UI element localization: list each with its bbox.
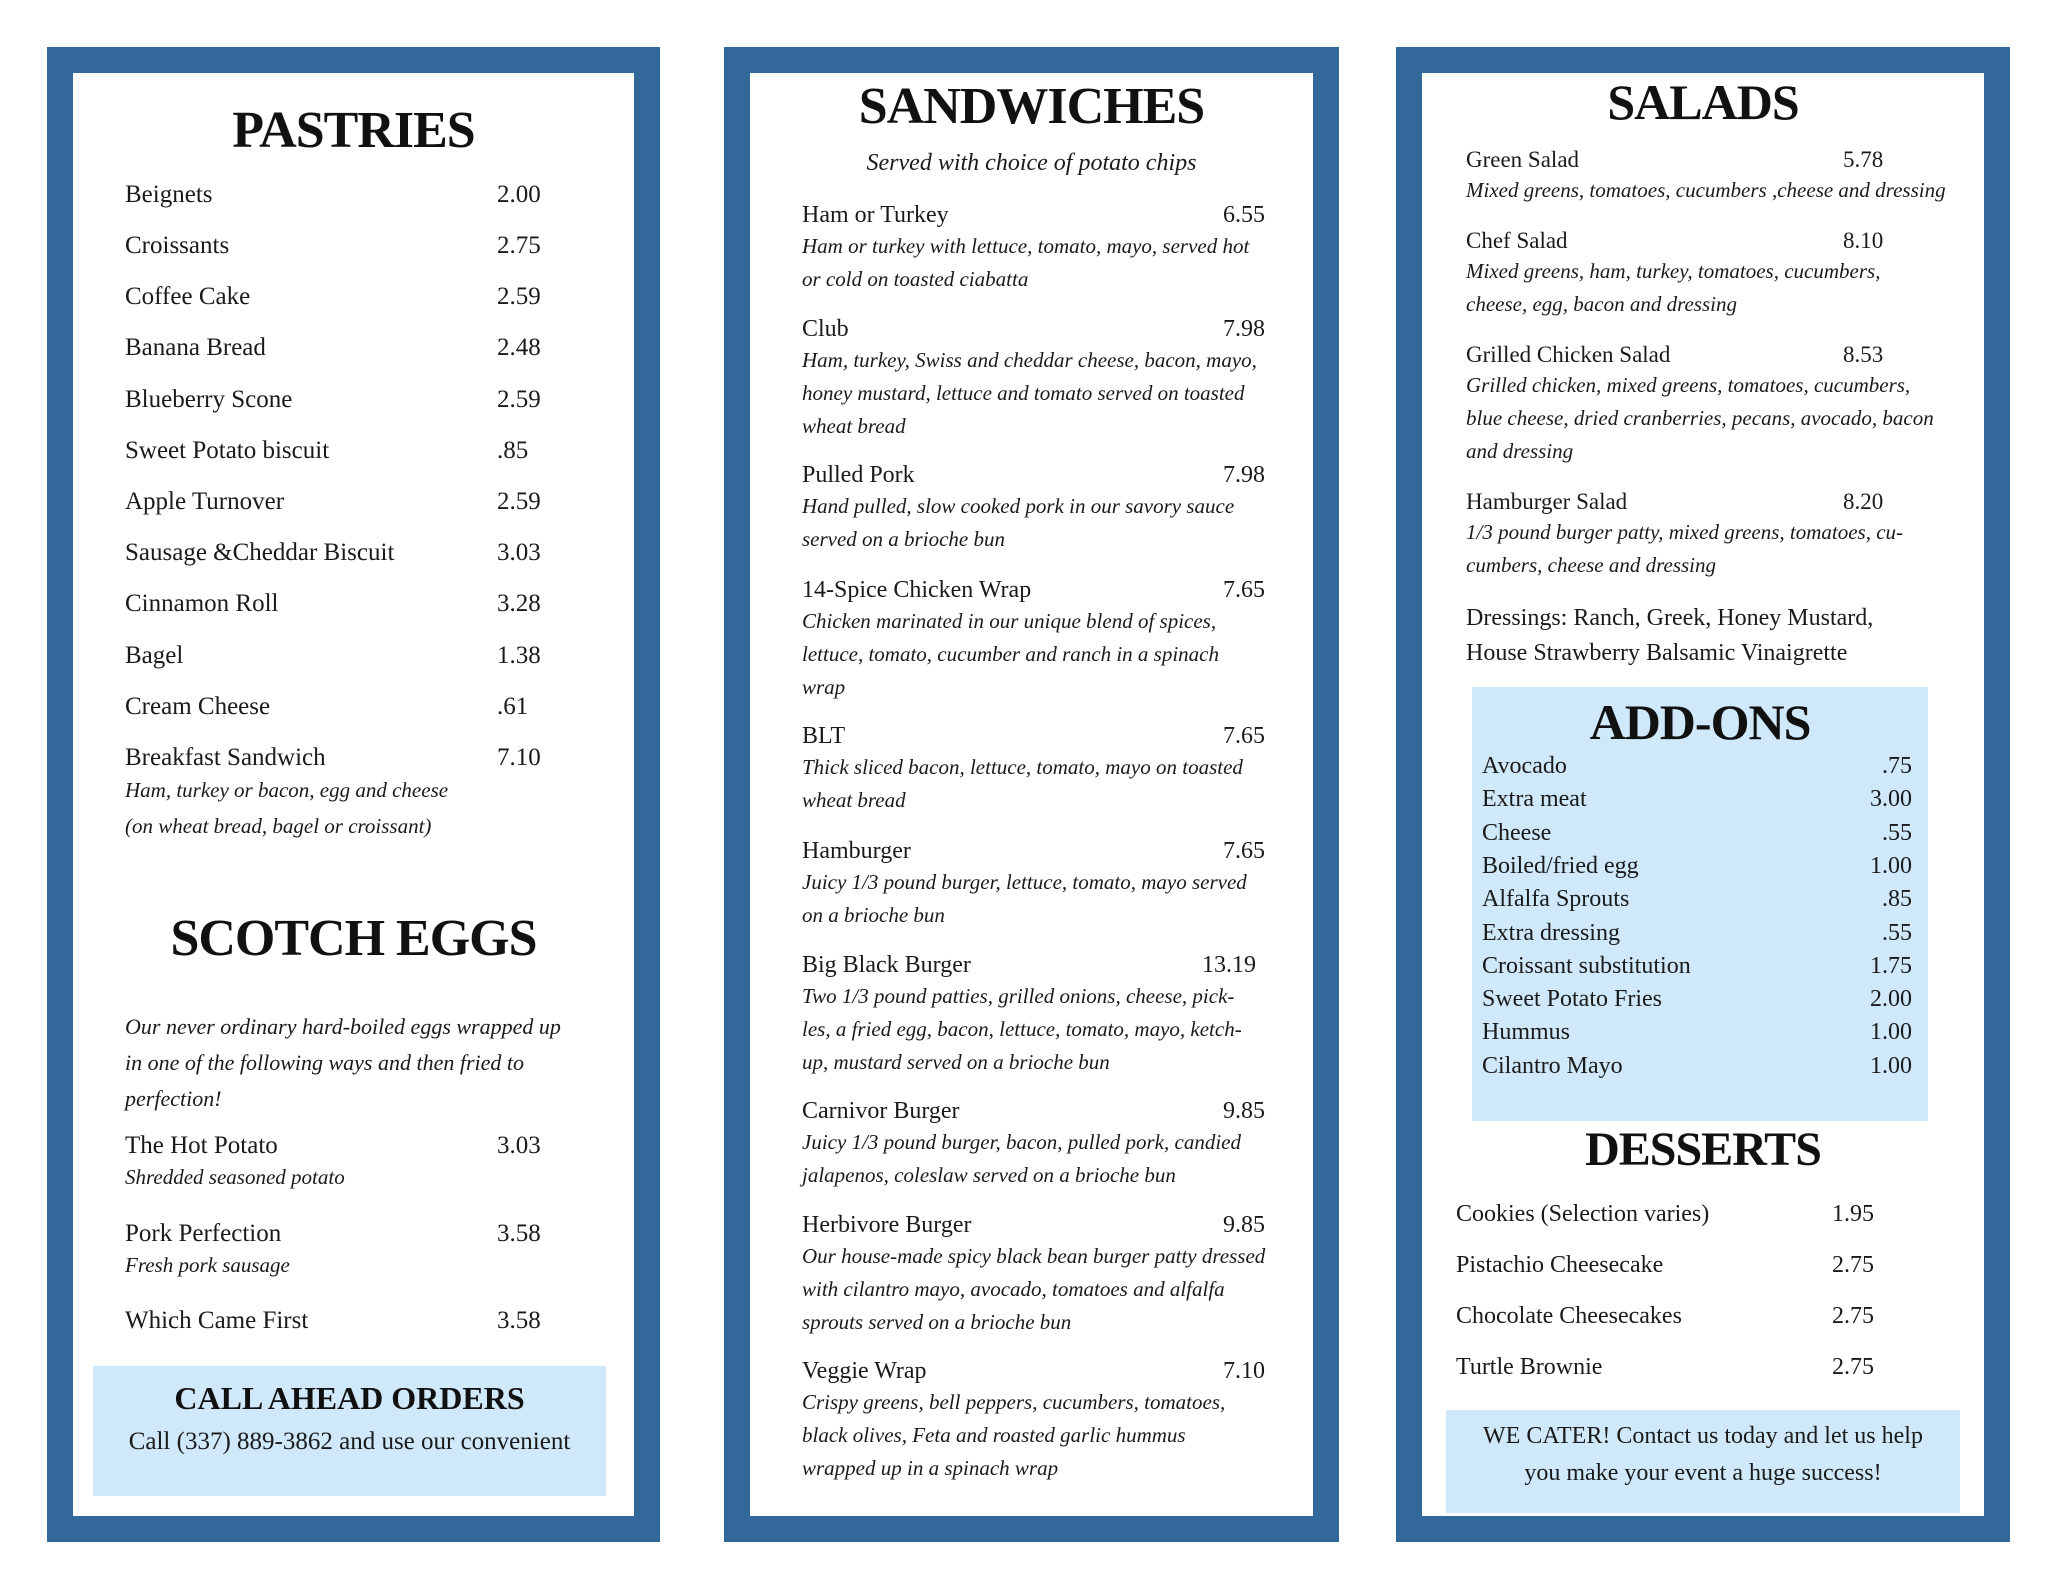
sandwich-item-desc bbox=[802, 490, 1234, 556]
call-ahead-text: Call (337) 889-3862 and use our convenient bbox=[128, 1428, 571, 1455]
dressings-text-line: House Strawberry Balsamic Vinaigrette bbox=[1466, 640, 1848, 666]
sandwich-item-price: 7.65 bbox=[1223, 723, 1265, 749]
addon-item-name: Cheese bbox=[1482, 819, 1552, 846]
salad-item-desc-line: cheese, egg, bacon and dressing bbox=[1466, 292, 1737, 316]
pastry-item-banana-bread bbox=[125, 334, 577, 367]
sandwich-item-desc-line: or cold on toasted ciabatta bbox=[802, 267, 1029, 291]
scotch-eggs-intro-text-line: in one of the following ways and then fried to bbox=[125, 1050, 525, 1075]
addon-item-name: Extra meat bbox=[1482, 786, 1587, 813]
sandwich-item-desc-line: Juicy 1/3 pound burger, bacon, pulled pork, candied bbox=[802, 1130, 1241, 1154]
call-ahead-title: CALL AHEAD ORDERS bbox=[174, 1380, 525, 1416]
salads-heading: SALADS bbox=[1607, 74, 1799, 130]
addon-item-price: 3.00 bbox=[1870, 786, 1912, 813]
sandwich-item-desc-line: on a brioche bun bbox=[802, 903, 945, 927]
pastry-item-price: .61 bbox=[497, 693, 529, 720]
addon-item-extra-dressing bbox=[1482, 920, 1912, 950]
sandwich-item-desc-line: Juicy 1/3 pound burger, lettuce, tomato, mayo served bbox=[802, 870, 1247, 894]
salad-item-name: Chef Salad bbox=[1466, 228, 1568, 253]
salad-item-desc bbox=[1466, 369, 1934, 468]
addon-item-croissant-substitution bbox=[1482, 953, 1912, 983]
sandwich-item-price: 13.19 bbox=[1202, 952, 1256, 978]
pastry-item-sausage-cheddar-biscuit bbox=[125, 539, 577, 572]
addon-item-price: .55 bbox=[1882, 919, 1912, 946]
salad-item-desc-line: cumbers, cheese and dressing bbox=[1466, 553, 1717, 577]
dessert-item-pistachio-cheesecake bbox=[1456, 1252, 1912, 1284]
addon-item-name: Boiled/fried egg bbox=[1482, 852, 1639, 879]
salad-item-desc-line: 1/3 pound burger patty, mixed greens, tomatoes, cu- bbox=[1466, 520, 1904, 544]
sandwich-item-name: Pulled Pork bbox=[802, 462, 915, 488]
sandwich-item-desc-line: wheat bread bbox=[802, 788, 906, 812]
addon-item-price: 2.00 bbox=[1870, 986, 1912, 1013]
dressings-text bbox=[1466, 601, 1873, 671]
salad-item-name: Green Salad bbox=[1466, 147, 1580, 172]
pastry-item-blueberry-scone bbox=[125, 386, 577, 419]
salad-item-desc-line: blue cheese, dried cranberries, pecans, avocado, bacon bbox=[1466, 406, 1934, 430]
pastry-item-name: Coffee Cake bbox=[125, 283, 251, 310]
pastry-item-desc-line: Ham, turkey or bacon, egg and cheese bbox=[125, 778, 449, 802]
salad-item-price: 8.53 bbox=[1843, 342, 1884, 367]
pastry-item-name: Breakfast Sandwich bbox=[125, 744, 326, 771]
scotch-eggs-intro-text-line: Our never ordinary hard-boiled eggs wrapped up bbox=[125, 1014, 561, 1039]
sandwich-item-desc-line: jalapenos, coleslaw served on a brioche bun bbox=[802, 1163, 1176, 1187]
pastry-item-bagel bbox=[125, 642, 577, 675]
scotch-egg-item-name: Pork Perfection bbox=[125, 1220, 282, 1247]
sandwich-item-desc-line: Ham, turkey, Swiss and cheddar cheese, bacon, mayo, bbox=[802, 348, 1257, 372]
salad-item-desc bbox=[1466, 255, 1880, 321]
sandwich-item-name: Herbivore Burger bbox=[802, 1212, 972, 1238]
sandwiches-subtitle: Served with choice of potato chips bbox=[866, 150, 1197, 176]
pastry-item-cream-cheese bbox=[125, 693, 577, 726]
sandwich-item-price: 7.65 bbox=[1223, 577, 1265, 603]
addon-item-price: .55 bbox=[1882, 819, 1912, 846]
addon-item-name: Avocado bbox=[1482, 753, 1567, 779]
addon-item-name: Alfalfa Sprouts bbox=[1482, 886, 1630, 913]
pastry-item-croissants bbox=[125, 232, 577, 265]
addon-item-price: .85 bbox=[1882, 886, 1912, 913]
dessert-item-name: Pistachio Cheesecake bbox=[1456, 1252, 1664, 1278]
pastries-heading: PASTRIES bbox=[232, 102, 475, 159]
sandwich-item-price: 7.65 bbox=[1223, 838, 1265, 864]
addon-item-cheese bbox=[1482, 820, 1912, 850]
addon-item-price: 1.00 bbox=[1870, 852, 1912, 879]
sandwich-item-name: 14-Spice Chicken Wrap bbox=[802, 577, 1032, 603]
sandwich-item-name: BLT bbox=[802, 723, 846, 749]
dessert-item-name: Chocolate Cheesecakes bbox=[1456, 1303, 1682, 1329]
middle-menu-panel bbox=[724, 47, 1339, 1542]
sandwich-item-desc-line: les, a fried egg, bacon, lettuce, tomato, mayo, ketch- bbox=[802, 1017, 1242, 1041]
pastry-item-beignets bbox=[125, 181, 577, 214]
addon-item-name: Sweet Potato Fries bbox=[1482, 986, 1662, 1013]
pastry-item-name: Apple Turnover bbox=[125, 488, 285, 515]
pastry-item-price: 7.10 bbox=[497, 744, 541, 771]
dressings-text-line: Dressings: Ranch, Greek, Honey Mustard, bbox=[1466, 605, 1874, 631]
scotch-egg-desc-line: Fresh pork sausage bbox=[125, 1253, 290, 1277]
addon-item-name: Hummus bbox=[1482, 1019, 1571, 1046]
cater-text-line: WE CATER! Contact us today and let us help bbox=[1483, 1423, 1923, 1449]
scotch-egg-desc bbox=[125, 1247, 290, 1283]
sandwich-item-desc bbox=[802, 344, 1257, 443]
scotch-eggs-intro-text bbox=[125, 1009, 561, 1117]
pastry-item-price: 2.59 bbox=[497, 386, 541, 413]
scotch-eggs-intro-text-line: perfection! bbox=[125, 1086, 222, 1111]
pastry-item-price: 2.48 bbox=[497, 334, 541, 361]
addon-item-price: 1.00 bbox=[1870, 1019, 1912, 1046]
sandwich-item-desc-line: up, mustard served on a brioche bun bbox=[802, 1050, 1110, 1074]
sandwich-item-desc bbox=[802, 1386, 1225, 1485]
desserts-heading: DESSERTS bbox=[1585, 1123, 1821, 1176]
sandwich-item-desc bbox=[802, 751, 1243, 817]
salad-item-name: Grilled Chicken Salad bbox=[1466, 342, 1671, 367]
dessert-item-price: 2.75 bbox=[1832, 1252, 1874, 1278]
sandwich-item-desc-line: Ham or turkey with lettuce, tomato, mayo, served hot bbox=[802, 234, 1250, 258]
pastry-item-name: Sausage &Cheddar Biscuit bbox=[125, 539, 395, 566]
salad-item-price: 5.78 bbox=[1843, 147, 1884, 172]
pastry-item-price: 3.28 bbox=[497, 590, 541, 617]
addon-item-cilantro-mayo bbox=[1482, 1053, 1912, 1083]
sandwich-item-price: 6.55 bbox=[1223, 202, 1265, 228]
pastry-item-cinnamon-roll bbox=[125, 590, 577, 623]
salad-item-desc-line: and dressing bbox=[1466, 439, 1574, 463]
scotch-egg-item-name: The Hot Potato bbox=[125, 1132, 278, 1159]
sandwich-item-desc-line: wrap bbox=[802, 675, 846, 699]
sandwich-item-desc-line: Thick sliced bacon, lettuce, tomato, mayo on toasted bbox=[802, 755, 1243, 779]
pastry-item-desc bbox=[125, 772, 448, 844]
pastry-item-price: 2.75 bbox=[497, 232, 541, 259]
scotch-egg-item-name: Which Came First bbox=[125, 1307, 309, 1334]
pastry-item-name: Banana Bread bbox=[125, 334, 266, 361]
addons-heading: ADD-ONS bbox=[1589, 694, 1811, 750]
dessert-item-turtle-brownie bbox=[1456, 1354, 1912, 1386]
pastry-item-name: Blueberry Scone bbox=[125, 386, 293, 413]
salad-item-desc bbox=[1466, 516, 1903, 582]
sandwich-item-desc-line: wheat bread bbox=[802, 414, 906, 438]
sandwich-item-desc-line: Our house-made spicy black bean burger patty dressed bbox=[802, 1244, 1266, 1268]
pastry-item-sweet-potato-biscuit bbox=[125, 437, 577, 470]
dessert-item-cookies-selection-varies bbox=[1456, 1201, 1912, 1233]
addon-item-avocado bbox=[1482, 753, 1912, 783]
sandwich-item-price: 9.85 bbox=[1223, 1098, 1265, 1124]
cater-text bbox=[1446, 1418, 1960, 1492]
pastry-item-name: Bagel bbox=[125, 642, 184, 669]
scotch-egg-item-price: 3.58 bbox=[497, 1220, 541, 1247]
left-menu-panel bbox=[47, 47, 660, 1542]
dessert-item-price: 2.75 bbox=[1832, 1303, 1874, 1329]
sandwiches-heading: SANDWICHES bbox=[858, 78, 1205, 135]
scotch-egg-item-price: 3.58 bbox=[497, 1307, 541, 1334]
sandwich-item-name: Veggie Wrap bbox=[802, 1358, 927, 1384]
sandwich-item-name: Ham or Turkey bbox=[802, 202, 949, 228]
sandwich-item-desc-line: honey mustard, lettuce and tomato served on toasted bbox=[802, 381, 1245, 405]
salad-item-price: 8.10 bbox=[1843, 228, 1884, 253]
pastry-item-price: 2.59 bbox=[497, 283, 541, 310]
sandwich-item-desc-line: black olives, Feta and roasted garlic hummus bbox=[802, 1423, 1186, 1447]
right-menu-panel bbox=[1396, 47, 2010, 1542]
salad-item-name: Hamburger Salad bbox=[1466, 489, 1628, 514]
addon-item-price: 1.75 bbox=[1870, 952, 1912, 979]
scotch-egg-item-price: 3.03 bbox=[497, 1132, 541, 1159]
sandwich-item-desc-line: Hand pulled, slow cooked pork in our savory sauce bbox=[802, 494, 1235, 518]
scotch-egg-desc-line: Shredded seasoned potato bbox=[125, 1165, 345, 1189]
pastry-item-name: Beignets bbox=[125, 181, 213, 208]
addon-item-boiled-fried-egg bbox=[1482, 853, 1912, 883]
cater-text-line: you make your event a huge success! bbox=[1524, 1460, 1882, 1486]
pastry-item-name: Cream Cheese bbox=[125, 693, 271, 720]
sandwich-item-desc-line: wrapped up in a spinach wrap bbox=[802, 1456, 1059, 1480]
sandwich-item-price: 7.10 bbox=[1223, 1358, 1265, 1384]
sandwich-item-desc-line: with cilantro mayo, avocado, tomatoes and alfalfa bbox=[802, 1277, 1225, 1301]
addon-item-sweet-potato-fries bbox=[1482, 986, 1912, 1016]
sandwich-item-desc-line: sprouts served on a brioche bun bbox=[802, 1310, 1072, 1334]
salad-item-desc-line: Grilled chicken, mixed greens, tomatoes, cucumbers, bbox=[1466, 373, 1911, 397]
pastry-item-price: 2.00 bbox=[497, 181, 541, 208]
addon-item-name: Extra dressing bbox=[1482, 919, 1620, 946]
sandwich-item-desc-line: Two 1/3 pound patties, grilled onions, cheese, pick- bbox=[802, 984, 1235, 1008]
sandwich-item-name: Carnivor Burger bbox=[802, 1098, 960, 1124]
left-panel-content bbox=[73, 73, 634, 1516]
addons-box bbox=[1472, 687, 1928, 1121]
pastry-item-price: .85 bbox=[497, 437, 529, 464]
dessert-item-price: 1.95 bbox=[1832, 1201, 1874, 1227]
sandwich-item-name: Hamburger bbox=[802, 838, 911, 864]
addon-item-name: Croissant substitution bbox=[1482, 952, 1691, 979]
addon-item-name: Cilantro Mayo bbox=[1482, 1052, 1623, 1079]
pastry-item-desc-line: (on wheat bread, bagel or croissant) bbox=[125, 814, 432, 838]
sandwich-item-desc bbox=[802, 605, 1219, 704]
sandwich-item-price: 7.98 bbox=[1223, 316, 1265, 342]
sandwich-item-name: Club bbox=[802, 316, 849, 342]
sandwich-item-desc bbox=[802, 230, 1249, 296]
addon-item-extra-meat bbox=[1482, 786, 1912, 816]
pastry-item-name: Croissants bbox=[125, 232, 230, 259]
addon-item-hummus bbox=[1482, 1019, 1912, 1049]
sandwich-item-desc-line: served on a brioche bun bbox=[802, 527, 1005, 551]
salad-item-desc bbox=[1466, 174, 1946, 207]
pastry-item-price: 2.59 bbox=[497, 488, 541, 515]
sandwich-item-desc bbox=[802, 1126, 1241, 1192]
sandwich-item-price: 7.98 bbox=[1223, 462, 1265, 488]
sandwich-item-desc-line: Chicken marinated in our unique blend of spices, bbox=[802, 609, 1217, 633]
dessert-item-price: 2.75 bbox=[1832, 1354, 1874, 1380]
pastry-item-name: Cinnamon Roll bbox=[125, 590, 279, 617]
scotch-egg-item-which-came-first bbox=[125, 1307, 577, 1340]
salad-item-desc-line: Mixed greens, ham, turkey, tomatoes, cucumbers, bbox=[1466, 259, 1881, 283]
pastry-item-price: 3.03 bbox=[497, 539, 541, 566]
sandwich-item-desc bbox=[802, 980, 1242, 1079]
middle-panel-content bbox=[750, 73, 1313, 1516]
scotch-egg-desc bbox=[125, 1159, 345, 1195]
sandwich-item-desc bbox=[802, 866, 1247, 932]
dessert-item-chocolate-cheesecakes bbox=[1456, 1303, 1912, 1335]
sandwich-item-desc-line: Crispy greens, bell peppers, cucumbers, tomatoes, bbox=[802, 1390, 1226, 1414]
addon-item-alfalfa-sprouts bbox=[1482, 886, 1912, 916]
right-panel-content bbox=[1422, 73, 1984, 1516]
sandwich-item-name: Big Black Burger bbox=[802, 952, 971, 978]
scotch-eggs-heading: SCOTCH EGGS bbox=[170, 910, 537, 967]
call-ahead-box bbox=[93, 1366, 606, 1496]
sandwich-item-desc bbox=[802, 1240, 1265, 1339]
pastry-item-price: 1.38 bbox=[497, 642, 541, 669]
dessert-item-name: Turtle Brownie bbox=[1456, 1354, 1603, 1380]
pastry-item-coffee-cake bbox=[125, 283, 577, 316]
addon-item-price: .75 bbox=[1882, 753, 1912, 779]
cater-box bbox=[1446, 1410, 1960, 1513]
sandwich-item-price: 9.85 bbox=[1223, 1212, 1265, 1238]
pastry-item-apple-turnover bbox=[125, 488, 577, 521]
dessert-item-name: Cookies (Selection varies) bbox=[1456, 1201, 1710, 1227]
sandwich-item-desc-line: lettuce, tomato, cucumber and ranch in a spinach bbox=[802, 642, 1220, 666]
salad-item-price: 8.20 bbox=[1843, 489, 1884, 514]
pastry-item-name: Sweet Potato biscuit bbox=[125, 437, 330, 464]
salad-item-desc-line: Mixed greens, tomatoes, cucumbers ,cheese and dressing bbox=[1466, 178, 1946, 202]
addon-item-price: 1.00 bbox=[1870, 1052, 1912, 1079]
